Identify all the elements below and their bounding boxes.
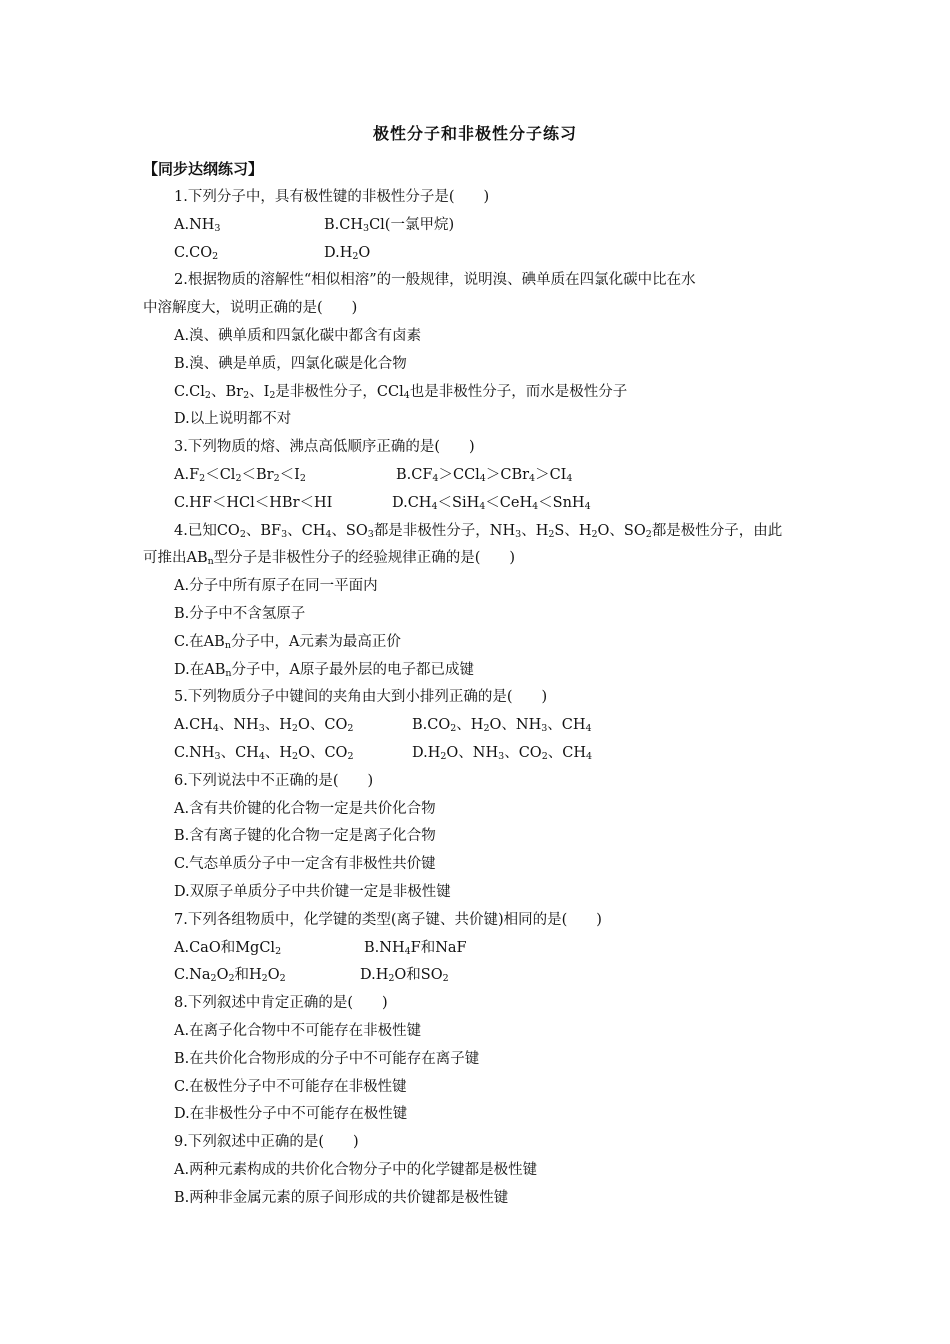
answer-option: A.CaO和MgCl$_2$ <box>174 939 282 957</box>
answer-option-line: A.含有共价键的化合物一定是共价化合物 <box>174 800 436 817</box>
section-heading: 【同步达纲练习】 <box>143 160 264 178</box>
question-stem: 7.下列各组物质中，化学键的类型(离子键、共价键)相同的是( ) <box>174 911 602 928</box>
answer-option-line: B.含有离子键的化合物一定是离子化合物 <box>174 828 436 845</box>
answer-option: $A.NH_3$ <box>174 216 221 234</box>
answer-option-line: C.在$AB_n$分子中，A元素为最高正价 <box>174 633 401 651</box>
answer-option: C.HF＜HCl＜HBr＜HI <box>174 494 333 511</box>
answer-option-line <box>143 740 808 768</box>
answer-option-line: D.在$AB_n$分子中，A原子最外层的电子都已成键 <box>174 661 474 679</box>
answer-option: $B.CH_3Cl$(一氯甲烷) <box>324 216 455 234</box>
answer-option-line <box>143 462 808 490</box>
answer-option: $D.CH_4<SiH_4<CeH_4<SnH_4$ <box>392 494 591 512</box>
question-stem: 3.下列物质的熔、沸点高低顺序正确的是( ) <box>174 439 475 456</box>
answer-option-line: A.溴、碘单质和四氯化碳中都含有卤素 <box>174 327 422 344</box>
answer-option-line: A.两种元素构成的共价化合物分子中的化学键都是极性键 <box>174 1161 538 1178</box>
answer-option-line: A.在离子化合物中不可能存在非极性键 <box>174 1022 422 1039</box>
answer-option-line: D.双原子单质分子中共价键一定是非极性键 <box>174 883 451 900</box>
answer-option-line: B.两种非金属元素的原子间形成的共价键都是极性键 <box>174 1189 509 1206</box>
question-stem-continued: 可推出$AB_n$型分子是非极性分子的经验规律正确的是( ) <box>143 550 516 568</box>
answer-option-line: B.在共价化合物形成的分子中不可能存在离子键 <box>174 1050 480 1067</box>
answer-option-line <box>143 240 808 268</box>
answer-option: $B.CO_2$、$H_2O$、$NH_3$、$CH_4$ <box>412 717 592 735</box>
answer-option-line <box>143 962 808 990</box>
answer-option-line <box>143 935 808 963</box>
answer-option-line: A.分子中所有原子在同一平面内 <box>174 578 378 595</box>
answer-option: $D.H_2O$ <box>324 244 371 262</box>
answer-option: $C.CO_2$ <box>174 244 219 262</box>
question-stem: 4.已知$CO_2$、$BF_3$、$CH_4$、$SO_3$都是非极性分子，$NH_3$、$H_2S$、$H_2O$、$SO_2$都是极性分子，由此 <box>174 522 783 540</box>
answer-option: $D.H_2O$和$SO_2$ <box>360 967 449 985</box>
answer-option: $C.NH_3$、$CH_4$、$H_2O$、$CO_2$ <box>174 744 354 762</box>
answer-option-line: B.分子中不含氢原子 <box>174 605 306 622</box>
answer-option-line: D.以上说明都不对 <box>174 411 292 428</box>
answer-option: $D.H_2O$、$NH_3$、$CO_2$、$CH_4$ <box>412 744 593 762</box>
question-stem: 1.下列分子中，具有极性键的非极性分子是( ) <box>174 189 490 205</box>
answer-option-line: C.在极性分子中不可能存在非极性键 <box>174 1078 407 1095</box>
question-list <box>143 184 808 1212</box>
question-stem-continued: 中溶解度大，说明正确的是( ) <box>143 300 358 317</box>
answer-option-line <box>143 712 808 740</box>
answer-option-line: $C.Cl_2$、$Br_2$、$I_2$是非极性分子，CCl$_4$也是非极性分子，而水是极性分子 <box>174 383 628 401</box>
question-stem: 2.根据物质的溶解性“相似相溶”的一般规律，说明溴、碘单质在四氯化碳中比在水 <box>174 272 696 289</box>
question-stem: 9.下列叙述中正确的是( ) <box>174 1134 359 1151</box>
answer-option: $B.NH_4F$和NaF <box>364 939 467 957</box>
question-stem: 8.下列叙述中肯定正确的是( ) <box>174 995 388 1012</box>
answer-option: $A.F_2<Cl_2<Br_2<I_2$ <box>174 466 306 484</box>
answer-option-line: B.溴、碘是单质，四氯化碳是化合物 <box>174 355 407 372</box>
answer-option: $B.CF_4>CCl_4>CBr_4>CI_4$ <box>396 466 573 484</box>
answer-option: $C.Na_2O_2$和$H_2O_2$ <box>174 967 286 985</box>
question-stem: 5.下列物质分子中键间的夹角由大到小排列正确的是( ) <box>174 689 548 706</box>
answer-option-line <box>143 490 808 518</box>
question-stem: 6.下列说法中不正确的是( ) <box>174 772 374 789</box>
page-title: 极性分子和非极性分子练习 <box>372 124 577 143</box>
answer-option: $A.CH_4$、$NH_3$、$H_2O$、$CO_2$ <box>174 717 354 735</box>
answer-option-line: C.气态单质分子中一定含有非极性共价键 <box>174 856 436 873</box>
answer-option-line: D.在非极性分子中不可能存在极性键 <box>174 1106 408 1123</box>
answer-option-line <box>143 212 808 240</box>
